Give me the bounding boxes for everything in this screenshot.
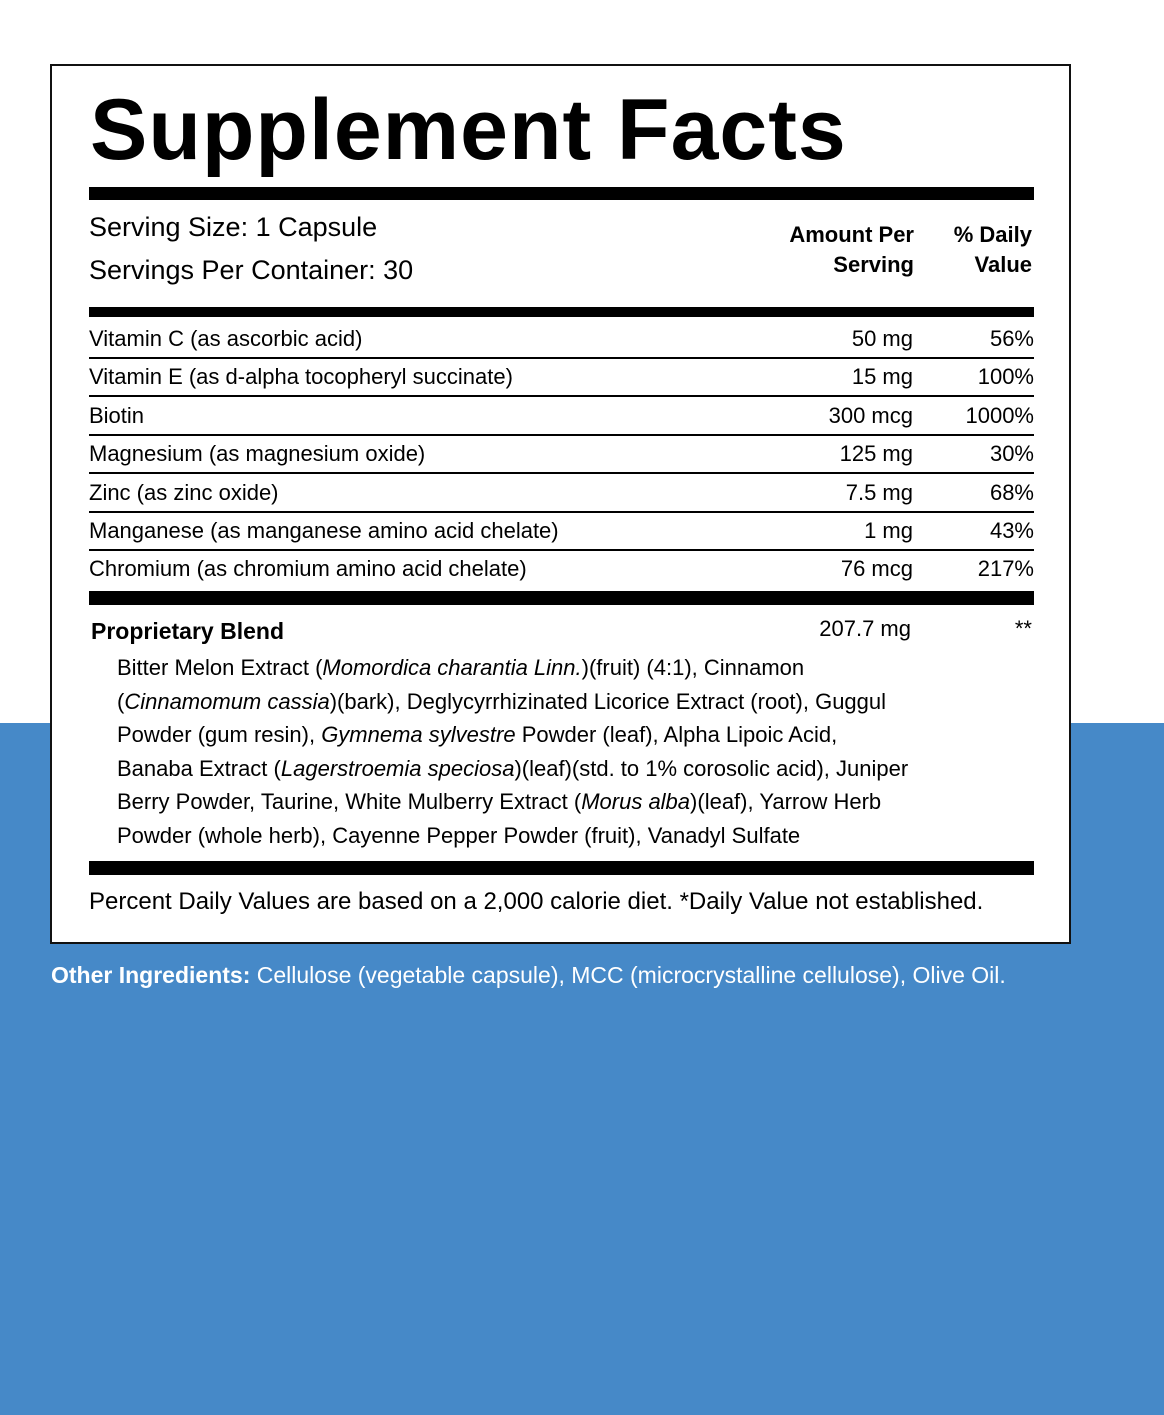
other-ingredients (51, 959, 1091, 991)
blend-amount: 207.7 mg (819, 616, 911, 641)
nutrient-daily-value: 217% (977, 556, 1034, 582)
table-row (89, 436, 1034, 474)
nutrient-daily-value: 30% (989, 441, 1034, 467)
table-row (89, 475, 1034, 513)
blend-daily-value: ** (1014, 616, 1032, 641)
nutrient-daily-value: 68% (989, 479, 1034, 505)
other-ingredients-label: Other Ingredients: (51, 962, 251, 988)
thick-divider (89, 591, 1034, 605)
ingredient-text: )(leaf)(std. to 1% corosolic acid), Juniper (514, 755, 909, 781)
ingredient-text: Banaba Extract ( (117, 755, 281, 781)
table-row (89, 551, 1034, 589)
page-title: Supplement Facts (90, 82, 847, 178)
ingredient-text: ( (117, 688, 125, 714)
nutrient-daily-value: 1000% (965, 402, 1034, 428)
blend-ingredient-line (117, 718, 997, 752)
thick-divider (89, 187, 1034, 200)
nutrient-name: Zinc (as zinc oxide) (89, 479, 279, 505)
nutrient-name: Biotin (89, 402, 145, 428)
nutrient-amount: 7.5 mg (845, 479, 913, 505)
nutrient-daily-value: 56% (989, 326, 1034, 351)
table-row (89, 513, 1034, 551)
nutrient-name: Magnesium (as magnesium oxide) (89, 441, 426, 467)
footnote: Percent Daily Values are based on a 2,000 calorie diet. *Daily Value not established. (89, 888, 984, 915)
nutrient-amount: 76 mcg (840, 556, 913, 582)
table-row (89, 359, 1034, 397)
nutrient-amount: 15 mg (851, 364, 913, 390)
ingredient-text: Powder (whole herb), Cayenne Pepper Powder (fruit), Vanadyl Sulfate (117, 822, 801, 848)
blend-ingredient-line (117, 651, 997, 685)
daily-value-column-header: % Daily Value (953, 222, 1032, 277)
nutrient-amount: 1 mg (864, 518, 913, 543)
ingredient-text: Powder (gum resin), (117, 722, 322, 747)
amount-column-header: Amount Per Serving (789, 222, 914, 277)
botanical-name: Gymnema sylvestre (321, 722, 516, 747)
other-ingredients-text: Cellulose (vegetable capsule), MCC (microcrystalline cellulose), Olive Oil. (250, 962, 1006, 988)
nutrient-name: Manganese (as manganese amino acid chelate) (89, 518, 559, 543)
thick-divider (89, 307, 1034, 317)
botanical-name: Lagerstroemia speciosa (280, 755, 515, 781)
nutrient-name: Vitamin C (as ascorbic acid) (89, 326, 363, 351)
nutrient-name: Vitamin E (as d-alpha tocopheryl succinate) (89, 364, 513, 390)
ingredient-text: )(leaf), Yarrow Herb (690, 789, 882, 814)
blend-ingredient-line (117, 819, 997, 853)
table-row (89, 321, 1034, 359)
nutrient-name: Chromium (as chromium amino acid chelate) (89, 556, 527, 582)
thick-divider (89, 861, 1034, 875)
ingredient-text: )(fruit) (4:1), Cinnamon (581, 655, 805, 680)
serving-size: Serving Size: 1 Capsule (89, 212, 378, 242)
blend-ingredient-line (117, 685, 997, 719)
nutrient-amount: 300 mcg (828, 402, 913, 428)
ingredient-text: Powder (leaf), Alpha Lipoic Acid, (515, 722, 838, 747)
blend-ingredient-line (117, 752, 997, 786)
table-row (89, 398, 1034, 436)
botanical-name: Cinnamomum cassia (124, 688, 330, 714)
ingredient-text: Berry Powder, Taurine, White Mulberry Extract ( (117, 789, 582, 814)
nutrient-daily-value: 43% (989, 518, 1034, 543)
blend-ingredients (117, 651, 997, 852)
blend-ingredient-line (117, 785, 997, 819)
blend-name: Proprietary Blend (91, 618, 284, 644)
servings-per-container: Servings Per Container: 30 (89, 255, 414, 285)
botanical-name: Morus alba (581, 789, 691, 814)
supplement-facts-panel (50, 64, 1071, 944)
nutrient-daily-value: 100% (977, 364, 1034, 390)
nutrient-amount: 50 mg (851, 326, 913, 351)
botanical-name: Momordica charantia Linn. (322, 655, 582, 680)
nutrient-amount: 125 mg (839, 441, 913, 467)
ingredient-text: Bitter Melon Extract ( (117, 655, 323, 680)
ingredient-text: )(bark), Deglycyrrhizinated Licorice Extract (root), Guggul (329, 688, 887, 714)
